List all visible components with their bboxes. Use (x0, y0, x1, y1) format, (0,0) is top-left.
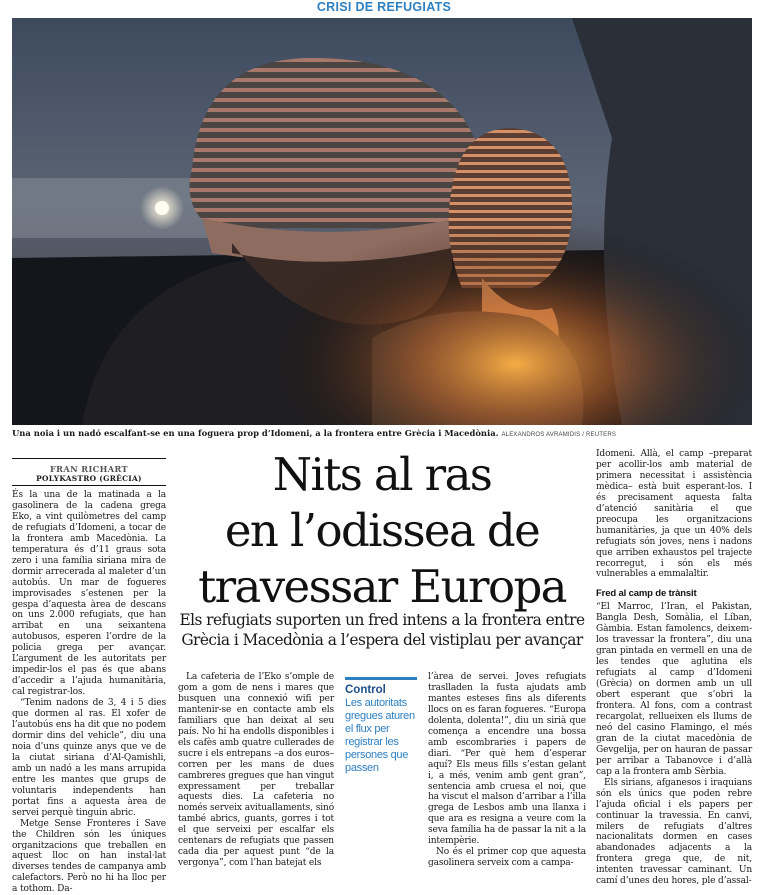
headline (176, 447, 588, 615)
article-column-1 (12, 490, 166, 895)
subtitle (176, 610, 588, 650)
article-column-5 (596, 449, 752, 887)
headline-line: travessar Europa (198, 560, 566, 613)
paragraph: l’àrea de servei. Joves refugiats traslladen la fusta ajudats amb mantes esteses fins als diferents llocs on es faran fogueres. “Europa dolenta, dolenta!”, diu un sirià que comença a encendre una bossa amb escombraries i papers de diari. “Per què hem d’esperar aquí? Els meus fills s’estan gelant i, a més, venim amb gent gran”, sentencia amb cruesa el noi, que ha viscut el malson d’arribar a l’illa grega de Lesbos amb una llanxa i que ara es resigna a veure com la seva família ha de passar la nit a la intempèrie. (428, 672, 586, 847)
author-rule-top (12, 458, 166, 459)
subheading: Fred al camp de trànsit (596, 588, 697, 600)
sidebar-text: Les autoritats gregues aturen el flux per registrar les persones que passen (345, 697, 415, 774)
author-name: FRAN RICHART (49, 464, 129, 474)
photo-credit: ALEXANDROS AVRAMIDIS / REUTERS (501, 432, 617, 438)
caption-text: Una noia i un nadó escalfant-se en una foguera prop d’Idomeni, a la frontera entre Grècia i Macedònia. (12, 428, 499, 438)
paragraph: La cafeteria de l’Eko s’omple de gom a gom de nens i mares que busquen una connexió wifi per mantenir-se en contacte amb els familiars que han deixat al seu país. No hi ha endolls disponibles i els cafès amb quatre cullerades de sucre i els entrepans –a dos euros– corren per les mans de dues cambreres gregues que han vingut expressament per treballar aquests dies. La cafeteria no només serveix avituallaments, sinó també abrics, guants, gorres i tot el que serveixi per escalfar els centenars de refugiats que passen cada dia per aquest punt “de la vergonya”, com l’han batejat els (178, 672, 334, 869)
article-column-4 (428, 672, 586, 869)
sidebar-box (345, 677, 417, 775)
headline-line: en l’odissea de (224, 504, 540, 557)
paragraph: Metge Sense Fronteres i Save the Children són les úniques organitzacions que treballen en aquest lloc on han instal·lat diverses tendes de campanya amb calefactors. Però no hi ha lloc per a tothom. Da- (12, 818, 166, 895)
sidebar-kicker: Control (345, 684, 386, 696)
photo-caption (12, 428, 752, 441)
section-label: CRISI DE REFUGIATS (316, 0, 452, 14)
news-photo (12, 18, 752, 425)
photo-illustration (12, 18, 752, 425)
author-rule-bottom (12, 485, 166, 486)
paragraph: Idomeni. Allà, el camp –preparat per acollir-los amb material de primera necessitat i assistència mèdica– està buit esperant-los. I és precisament aquesta falta d’atenció sanitària el que preocupa les organitzacions humanitàries, ja que un 40% dels refugiats són joves, nens i nadons que arriben exhaustos pel trajecte recorregut, i són els més vulnerables a emmalaltir. (596, 449, 752, 580)
paragraph: No és el primer cop que aquesta gasolinera serveix com a campa- (428, 847, 586, 869)
author-place: POLYKASTRO (GRÈCIA) (36, 474, 142, 483)
article-column-2 (178, 672, 334, 869)
paragraph: Els sirians, afganesos i iraquians són els únics que poden rebre l’ajuda oficial i els papers per continuar la travessia. En canvi, milers de refugiats d’altres nacionalitats dormen en cases abandonades adjacents a la frontera grega que, de nit, intenten travessar caminant. Un camí d’unes deu hores, ple d’assal- (596, 777, 752, 887)
paragraph: “Tenim nadons de 3, 4 i 5 dies que dormen al ras. El xofer de l’autobús ens ha dit que no podem dormir dins del vehicle”, diu una noia d’uns quinze anys que ve de la ciutat siriana d’Al-Qamishli, amb un nadó a les mans arrupida entre les mantes que grups de voluntaris independents han portat fins a aquesta àrea de servei perquè tinguin abric. (12, 698, 166, 818)
paragraph: “El Marroc, l’Iran, el Pakistan, Bangla Desh, Somàlia, el Líban, Gàmbia. Estan famolencs, deixem-los travessar la frontera”, diu una gran pintada en vermell en una de les tendes que aglutina els refugiats al camp d’Idomeni (Grècia) on dormen amb un ull obert esperant que s’obri la frontera. Al fons, com a contrast recargolat, rellueixen els llums de neó del casino Flamingo, el més gran de la ciutat macedònia de Gevgelija, per on hauran de passar per arribar a Tabanovce i d’allà cap a la frontera amb Sèrbia. (596, 602, 752, 777)
headline-line: Nits al ras (272, 448, 492, 501)
subtitle-line: Grècia i Macedònia a l’espera del vistiplau per avançar (181, 631, 583, 649)
paragraph: És la una de la matinada a la gasolinera de la cadena grega Eko, a vint quilòmetres del camp de refugiats d’Idomeni, a tocar de la frontera amb Macedònia. La temperatura és d’11 graus sota zero i una família siriana mira de dormir arrecerada al maleter d’un autobús. Un mar de fogueres improvisades s’estenen per la gespa d’aquesta àrea de descans on uns 2.000 refugiats, que han arribat en una seixantena autobusos, esperen l’ordre de la policia grega per avançar. L’argument de les autoritats per impedir-los el pas és que abans d’accedir a l’ajuda humanitària, cal registrar-los. (12, 490, 166, 698)
subtitle-line: Els refugiats suporten un fred intens a la frontera entre (179, 611, 585, 629)
